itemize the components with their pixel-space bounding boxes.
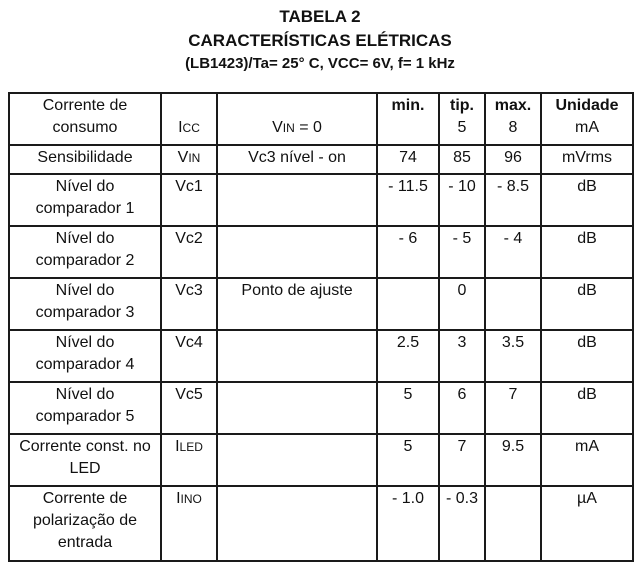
- tip-cell: 0: [439, 278, 485, 330]
- condition-cell: [217, 486, 377, 561]
- max-cell: [485, 486, 541, 561]
- min-cell: [377, 93, 439, 145]
- max-value: 8: [508, 119, 518, 136]
- unit-cell: µA: [541, 486, 633, 561]
- param-cell: Corrente de polarização de entrada: [9, 486, 161, 561]
- table-row: [9, 330, 633, 382]
- table-row: [9, 226, 633, 278]
- condition-cell: [217, 434, 377, 486]
- condition-main: V: [272, 119, 283, 136]
- condition-cell: Vc3 nível - on: [217, 145, 377, 174]
- symbol-cell: Vc4: [161, 330, 217, 382]
- max-cell: [485, 93, 541, 145]
- symbol-cell: Vc3: [161, 278, 217, 330]
- tip-value: 5: [457, 119, 467, 136]
- tip-cell: 7: [439, 434, 485, 486]
- param-cell: Nível do comparador 1: [9, 174, 161, 226]
- condition-subscript: IN: [282, 121, 295, 135]
- title-block: [0, 6, 640, 74]
- symbol-subscript: CC: [182, 121, 200, 135]
- symbol-cell: [161, 93, 217, 145]
- symbol-main: I: [176, 490, 181, 507]
- max-cell: - 4: [485, 226, 541, 278]
- max-cell: - 8.5: [485, 174, 541, 226]
- unit-value: mA: [575, 119, 599, 136]
- symbol-cell: [161, 486, 217, 561]
- symbol-cell: [161, 145, 217, 174]
- table-row: [9, 382, 633, 434]
- header-unit: Unidade: [555, 97, 619, 114]
- param-cell: Corrente const. no LED: [9, 434, 161, 486]
- tip-cell: - 5: [439, 226, 485, 278]
- tip-cell: - 0.3: [439, 486, 485, 561]
- header-max: max.: [494, 97, 532, 114]
- max-cell: 9.5: [485, 434, 541, 486]
- max-cell: 3.5: [485, 330, 541, 382]
- symbol-main: V: [177, 149, 189, 166]
- table-row: [9, 486, 633, 561]
- max-cell: 96: [485, 145, 541, 174]
- condition-cell: [217, 226, 377, 278]
- tip-cell: 6: [439, 382, 485, 434]
- unit-cell: [541, 93, 633, 145]
- header-min: min.: [391, 97, 425, 114]
- characteristics-table: [8, 92, 634, 562]
- symbol-cell: Vc1: [161, 174, 217, 226]
- symbol-cell: Vc2: [161, 226, 217, 278]
- min-cell: 2.5: [377, 330, 439, 382]
- table-row: [9, 145, 633, 174]
- table-row: [9, 278, 633, 330]
- condition-cell: [217, 174, 377, 226]
- symbol-subscript: IN: [188, 151, 201, 165]
- table-row: [9, 93, 633, 145]
- param-cell: Nível do comparador 3: [9, 278, 161, 330]
- symbol-subscript: LED: [179, 440, 203, 454]
- min-cell: - 11.5: [377, 174, 439, 226]
- min-cell: 5: [377, 434, 439, 486]
- table-subtitle: CARACTERÍSTICAS ELÉTRICAS: [188, 31, 452, 50]
- tip-cell: 3: [439, 330, 485, 382]
- min-cell: 74: [377, 145, 439, 174]
- table-row: [9, 434, 633, 486]
- min-cell: 5: [377, 382, 439, 434]
- unit-cell: dB: [541, 226, 633, 278]
- condition-cell: Ponto de ajuste: [217, 278, 377, 330]
- param-cell: Nível do comparador 2: [9, 226, 161, 278]
- param-cell: Sensibilidade: [9, 145, 161, 174]
- max-cell: [485, 278, 541, 330]
- unit-cell: dB: [541, 174, 633, 226]
- unit-cell: mA: [541, 434, 633, 486]
- param-cell: Nível do comparador 5: [9, 382, 161, 434]
- param-cell: Corrente de consumo: [9, 93, 161, 145]
- condition-cell: [217, 93, 377, 145]
- unit-cell: dB: [541, 382, 633, 434]
- symbol-cell: Vc5: [161, 382, 217, 434]
- tip-cell: - 10: [439, 174, 485, 226]
- unit-cell: mVrms: [541, 145, 633, 174]
- tip-cell: 85: [439, 145, 485, 174]
- symbol-subscript: INO: [180, 492, 202, 506]
- unit-cell: dB: [541, 330, 633, 382]
- min-cell: - 1.0: [377, 486, 439, 561]
- table-title: TABELA 2: [279, 7, 361, 26]
- table-row: [9, 174, 633, 226]
- condition-cell: [217, 382, 377, 434]
- condition-cell: [217, 330, 377, 382]
- unit-cell: dB: [541, 278, 633, 330]
- header-tip: tip.: [450, 97, 474, 114]
- max-cell: 7: [485, 382, 541, 434]
- tip-cell: [439, 93, 485, 145]
- symbol-cell: [161, 434, 217, 486]
- min-cell: - 6: [377, 226, 439, 278]
- param-cell: Nível do comparador 4: [9, 330, 161, 382]
- min-cell: [377, 278, 439, 330]
- symbol-main: I: [175, 438, 180, 455]
- test-conditions: (LB1423)/Ta= 25° C, VCC= 6V, f= 1 kHz: [185, 55, 455, 72]
- condition-rest: = 0: [294, 119, 322, 136]
- symbol-main: I: [178, 119, 183, 136]
